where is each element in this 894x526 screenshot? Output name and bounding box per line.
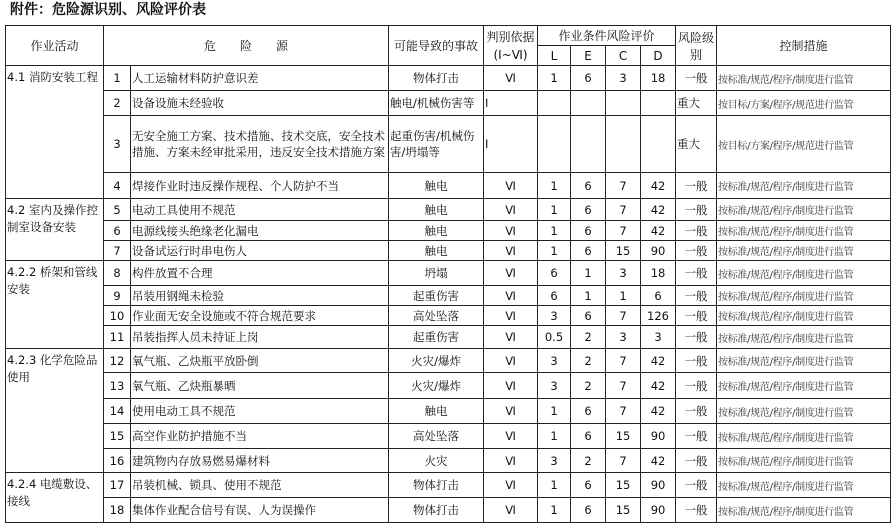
control-measure-cell: 按标准/规范/程序/制度进行监管 — [717, 424, 891, 449]
header-basis-range: (Ⅰ~Ⅵ) — [493, 47, 528, 62]
header-basis-label: 判别依据 — [486, 29, 535, 44]
row-number: 1 — [104, 66, 131, 91]
accident-cell: 高处坠落 — [389, 306, 484, 326]
table-row — [6, 399, 891, 424]
header-basis — [484, 26, 538, 66]
risk-level-cell: 一般 — [676, 473, 717, 498]
row-number: 18 — [104, 498, 131, 523]
score-C: 7 — [606, 373, 641, 399]
hazard-cell: 设备设施未经验收 — [131, 91, 389, 116]
accident-cell: 火灾/爆炸 — [389, 349, 484, 373]
score-L: 1 — [538, 241, 571, 261]
basis-cell: Ⅵ — [484, 199, 538, 221]
accident-cell: 火灾 — [389, 449, 484, 473]
score-C — [606, 91, 641, 116]
score-L: 6 — [538, 261, 571, 286]
score-E: 1 — [571, 261, 606, 286]
hazard-cell: 电动工具使用不规范 — [131, 199, 389, 221]
score-E: 6 — [571, 399, 606, 424]
row-number: 16 — [104, 449, 131, 473]
table-row — [6, 221, 891, 241]
score-C: 3 — [606, 66, 641, 91]
table-row — [6, 116, 891, 173]
row-number: 8 — [104, 261, 131, 286]
score-D: 90 — [641, 498, 676, 523]
hazard-cell: 人工运输材料防护意识差 — [131, 66, 389, 91]
score-L: 3 — [538, 349, 571, 373]
basis-cell: Ⅵ — [484, 261, 538, 286]
hazard-cell: 电源线接头绝缘老化漏电 — [131, 221, 389, 241]
accident-cell: 坍塌 — [389, 261, 484, 286]
score-E: 6 — [571, 473, 606, 498]
score-L: 1 — [538, 173, 571, 199]
score-E — [571, 91, 606, 116]
table-row — [6, 326, 891, 349]
score-E: 6 — [571, 241, 606, 261]
score-C: 15 — [606, 473, 641, 498]
score-C: 7 — [606, 221, 641, 241]
activity-cell: 4.2 室内及操作控制室设备安装 — [6, 199, 104, 261]
risk-level-cell: 一般 — [676, 326, 717, 349]
table-row — [6, 424, 891, 449]
score-L — [538, 116, 571, 173]
accident-cell: 物体打击 — [389, 473, 484, 498]
table-row — [6, 306, 891, 326]
score-C: 15 — [606, 498, 641, 523]
hazard-cell: 氧气瓶、乙炔瓶平放卧倒 — [131, 349, 389, 373]
score-L: 3 — [538, 373, 571, 399]
score-E — [571, 116, 606, 173]
score-C: 7 — [606, 306, 641, 326]
row-number: 15 — [104, 424, 131, 449]
control-measure-cell: 按标准/规范/程序/制度进行监管 — [717, 221, 891, 241]
control-measure-cell: 按目标/方案/程序/规范进行监管 — [717, 116, 891, 173]
score-D: 90 — [641, 473, 676, 498]
score-C: 15 — [606, 241, 641, 261]
hazard-cell: 无安全施工方案、技术措施、技术交底，安全技术措施、方案未经审批采用，违反安全技术措施方案 — [131, 116, 389, 173]
row-number: 3 — [104, 116, 131, 173]
score-D: 90 — [641, 424, 676, 449]
score-L: 1 — [538, 221, 571, 241]
score-L: 1 — [538, 199, 571, 221]
score-E: 2 — [571, 349, 606, 373]
row-number: 4 — [104, 173, 131, 199]
control-measure-cell: 按标准/规范/程序/制度进行监管 — [717, 449, 891, 473]
score-D: 3 — [641, 326, 676, 349]
score-E: 6 — [571, 199, 606, 221]
control-measure-cell: 按标准/规范/程序/制度进行监管 — [717, 306, 891, 326]
row-number: 10 — [104, 306, 131, 326]
control-measure-cell: 按标准/规范/程序/制度进行监管 — [717, 349, 891, 373]
score-E: 6 — [571, 221, 606, 241]
score-C — [606, 116, 641, 173]
score-E: 2 — [571, 449, 606, 473]
basis-cell: Ⅰ — [484, 116, 538, 173]
score-E: 6 — [571, 306, 606, 326]
header-hazard: 危 险 源 — [104, 26, 389, 66]
score-L: 1 — [538, 473, 571, 498]
table-row — [6, 286, 891, 306]
score-C: 7 — [606, 173, 641, 199]
risk-level-cell: 一般 — [676, 286, 717, 306]
accident-cell: 触电 — [389, 241, 484, 261]
score-D: 42 — [641, 373, 676, 399]
score-E: 6 — [571, 173, 606, 199]
control-measure-cell: 按目标/方案/程序/规范进行监管 — [717, 91, 891, 116]
score-L: 3 — [538, 306, 571, 326]
score-L: 1 — [538, 399, 571, 424]
score-D: 126 — [641, 306, 676, 326]
score-L: 3 — [538, 449, 571, 473]
header-D: D — [641, 46, 676, 66]
table-row — [6, 498, 891, 523]
risk-level-cell: 一般 — [676, 261, 717, 286]
score-C: 7 — [606, 399, 641, 424]
table-row — [6, 199, 891, 221]
score-L: 6 — [538, 286, 571, 306]
score-D: 6 — [641, 286, 676, 306]
row-number: 13 — [104, 373, 131, 399]
score-E: 2 — [571, 373, 606, 399]
basis-cell: Ⅵ — [484, 349, 538, 373]
accident-cell: 触电 — [389, 199, 484, 221]
hazard-cell: 使用电动工具不规范 — [131, 399, 389, 424]
row-number: 17 — [104, 473, 131, 498]
header-E: E — [571, 46, 606, 66]
score-E: 6 — [571, 66, 606, 91]
basis-cell: Ⅵ — [484, 326, 538, 349]
score-C: 3 — [606, 261, 641, 286]
basis-cell: Ⅵ — [484, 241, 538, 261]
control-measure-cell: 按标准/规范/程序/制度进行监管 — [717, 173, 891, 199]
activity-cell: 4.2.2 桥架和管线安装 — [6, 261, 104, 349]
document-title: 附件：危险源识别、风险评价表 — [10, 2, 206, 18]
score-L: 1 — [538, 424, 571, 449]
control-measure-cell: 按标准/规范/程序/制度进行监管 — [717, 66, 891, 91]
risk-level-cell: 一般 — [676, 399, 717, 424]
hazard-cell: 吊装指挥人员未持证上岗 — [131, 326, 389, 349]
basis-cell: Ⅵ — [484, 66, 538, 91]
hazard-cell: 建筑物内存放易燃易爆材料 — [131, 449, 389, 473]
accident-cell: 起重伤害/机械伤害/坍塌等 — [389, 116, 484, 173]
score-C: 7 — [606, 199, 641, 221]
control-measure-cell: 按标准/规范/程序/制度进行监管 — [717, 473, 891, 498]
score-D — [641, 91, 676, 116]
table-row — [6, 373, 891, 399]
score-L — [538, 91, 571, 116]
risk-level-cell: 一般 — [676, 199, 717, 221]
activity-cell: 4.2.3 化学危险品使用 — [6, 349, 104, 473]
table-row — [6, 261, 891, 286]
row-number: 5 — [104, 199, 131, 221]
hazard-cell: 集体作业配合信号有误、人为误操作 — [131, 498, 389, 523]
control-measure-cell: 按标准/规范/程序/制度进行监管 — [717, 261, 891, 286]
control-measure-cell: 按标准/规范/程序/制度进行监管 — [717, 399, 891, 424]
basis-cell: Ⅵ — [484, 306, 538, 326]
row-number: 14 — [104, 399, 131, 424]
row-number: 11 — [104, 326, 131, 349]
score-D: 42 — [641, 221, 676, 241]
hazard-cell: 氧气瓶、乙炔瓶暴晒 — [131, 373, 389, 399]
row-number: 12 — [104, 349, 131, 373]
risk-level-cell: 一般 — [676, 66, 717, 91]
score-D: 18 — [641, 66, 676, 91]
basis-cell: Ⅵ — [484, 373, 538, 399]
risk-level-cell: 重大 — [676, 116, 717, 173]
score-E: 1 — [571, 286, 606, 306]
row-number: 6 — [104, 221, 131, 241]
table-row — [6, 66, 891, 91]
accident-cell: 起重伤害 — [389, 286, 484, 306]
hazard-cell: 高空作业防护措施不当 — [131, 424, 389, 449]
row-number: 7 — [104, 241, 131, 261]
header-level: 风险级别 — [676, 26, 717, 66]
risk-level-cell: 一般 — [676, 498, 717, 523]
hazard-cell: 设备试运行时串电伤人 — [131, 241, 389, 261]
risk-level-cell: 一般 — [676, 424, 717, 449]
hazard-cell: 构件放置不合理 — [131, 261, 389, 286]
row-number: 9 — [104, 286, 131, 306]
header-L: L — [538, 46, 571, 66]
activity-cell: 4.2.4 电缆敷设、接线 — [6, 473, 104, 523]
accident-cell: 物体打击 — [389, 498, 484, 523]
risk-level-cell: 一般 — [676, 449, 717, 473]
score-E: 2 — [571, 326, 606, 349]
accident-cell: 物体打击 — [389, 66, 484, 91]
accident-cell: 高处坠落 — [389, 424, 484, 449]
header-eval: 作业条件风险评价 — [538, 26, 676, 46]
hazard-cell: 焊接作业时违反操作规程、个人防护不当 — [131, 173, 389, 199]
basis-cell: Ⅵ — [484, 173, 538, 199]
basis-cell: Ⅵ — [484, 286, 538, 306]
hazard-cell: 吊装机械、锁具、使用不规范 — [131, 473, 389, 498]
score-L: 0.5 — [538, 326, 571, 349]
basis-cell: Ⅰ — [484, 91, 538, 116]
table-row — [6, 449, 891, 473]
table-row — [6, 473, 891, 498]
header-activity: 作业活动 — [6, 26, 104, 66]
hazard-cell: 吊装用钢绳未检验 — [131, 286, 389, 306]
header-accident: 可能导致的事故 — [389, 26, 484, 66]
risk-level-cell: 一般 — [676, 173, 717, 199]
score-E: 6 — [571, 498, 606, 523]
control-measure-cell: 按标准/规范/程序/制度进行监管 — [717, 326, 891, 349]
score-C: 1 — [606, 286, 641, 306]
table-row — [6, 241, 891, 261]
control-measure-cell: 按标准/规范/程序/制度进行监管 — [717, 498, 891, 523]
table-row — [6, 173, 891, 199]
control-measure-cell: 按标准/规范/程序/制度进行监管 — [717, 199, 891, 221]
table-row — [6, 91, 891, 116]
score-E: 6 — [571, 424, 606, 449]
risk-level-cell: 重大 — [676, 91, 717, 116]
control-measure-cell: 按标准/规范/程序/制度进行监管 — [717, 373, 891, 399]
score-D: 90 — [641, 241, 676, 261]
risk-level-cell: 一般 — [676, 306, 717, 326]
control-measure-cell: 按标准/规范/程序/制度进行监管 — [717, 241, 891, 261]
score-D — [641, 116, 676, 173]
score-D: 18 — [641, 261, 676, 286]
score-D: 42 — [641, 399, 676, 424]
header-C: C — [606, 46, 641, 66]
score-D: 42 — [641, 173, 676, 199]
activity-cell: 4.1 消防安装工程 — [6, 66, 104, 199]
basis-cell: Ⅵ — [484, 473, 538, 498]
score-C: 7 — [606, 349, 641, 373]
score-C: 15 — [606, 424, 641, 449]
basis-cell: Ⅵ — [484, 424, 538, 449]
header-control: 控制措施 — [717, 26, 891, 66]
score-C: 3 — [606, 326, 641, 349]
risk-assessment-table — [5, 25, 891, 523]
hazard-cell: 作业面无安全设施或不符合规范要求 — [131, 306, 389, 326]
risk-level-cell: 一般 — [676, 221, 717, 241]
accident-cell: 触电 — [389, 221, 484, 241]
table-body — [6, 66, 891, 523]
score-C: 7 — [606, 449, 641, 473]
accident-cell: 触电 — [389, 399, 484, 424]
basis-cell: Ⅵ — [484, 399, 538, 424]
score-D: 42 — [641, 349, 676, 373]
basis-cell: Ⅵ — [484, 498, 538, 523]
score-L: 1 — [538, 66, 571, 91]
table-row — [6, 349, 891, 373]
risk-level-cell: 一般 — [676, 373, 717, 399]
basis-cell: Ⅵ — [484, 449, 538, 473]
score-D: 42 — [641, 449, 676, 473]
score-D: 42 — [641, 199, 676, 221]
risk-level-cell: 一般 — [676, 349, 717, 373]
score-L: 1 — [538, 498, 571, 523]
accident-cell: 触电 — [389, 173, 484, 199]
accident-cell: 起重伤害 — [389, 326, 484, 349]
accident-cell: 火灾/爆炸 — [389, 373, 484, 399]
accident-cell: 触电/机械伤害等 — [389, 91, 484, 116]
row-number: 2 — [104, 91, 131, 116]
basis-cell: Ⅵ — [484, 221, 538, 241]
risk-level-cell: 一般 — [676, 241, 717, 261]
control-measure-cell: 按标准/规范/程序/制度进行监管 — [717, 286, 891, 306]
